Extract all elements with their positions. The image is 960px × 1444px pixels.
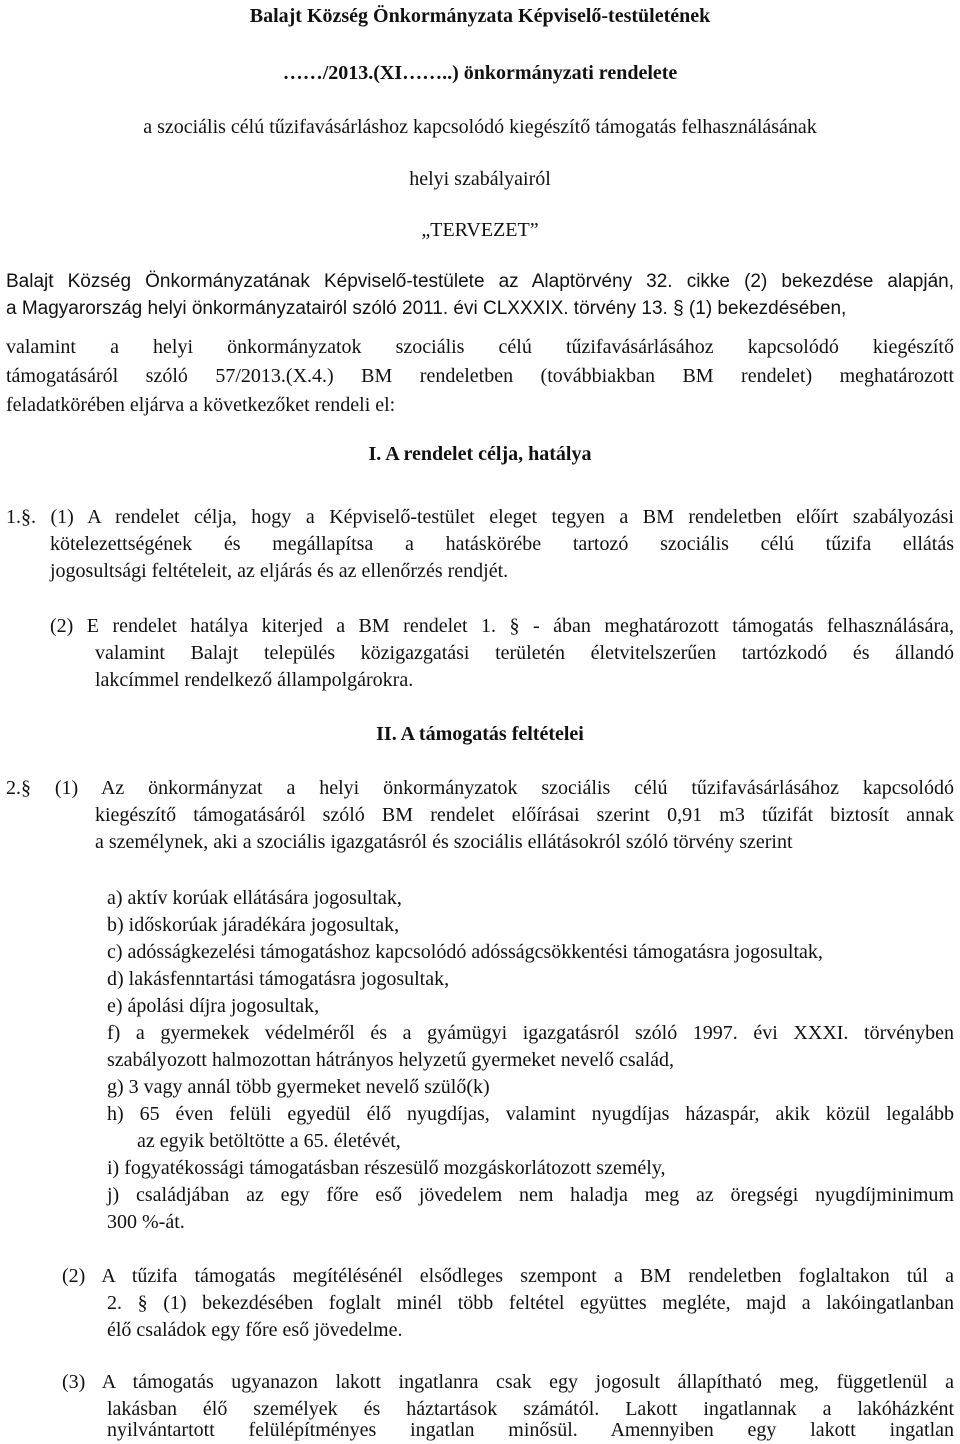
paragraph-line: élő családok egy főre eső jövedelme. [107, 1319, 403, 1341]
list-item: e) ápolási díjra jogosultak, [107, 995, 320, 1017]
preamble-line: Balajt Község Önkormányzatának Képviselő-testülete az Alaptörvény 32. cikke (2) bekezdése alapján, [6, 271, 954, 292]
list-item: g) 3 vagy annál több gyermeket nevelő szülő(k) [107, 1076, 490, 1098]
paragraph-line: lakásban élő személyek és háztartások számától. Lakott ingatlannak a lakóházként [107, 1398, 954, 1420]
list-item: az egyik betöltötte a 65. életévét, [137, 1130, 401, 1152]
decree-subject-cont: helyi szabályairól [409, 168, 551, 190]
paragraph-line: kötelezettségének és megállapítsa a hatáskörébe tartozó szociális célú tűzifa ellátás [50, 533, 954, 555]
decree-subject: a szociális célú tűzifavásárláshoz kapcsolódó kiegészítő támogatás felhasználásának [143, 116, 817, 138]
list-item: d) lakásfenntartási támogatásra jogosultak, [107, 968, 450, 990]
paragraph-line: (2) A tűzifa támogatás megítélésénél elsődleges szempont a BM rendeletben foglaltakon túl a [62, 1265, 954, 1287]
draft-label: „TERVEZET” [421, 219, 539, 241]
paragraph-line: valamint Balajt település közigazgatási területén életvitelszerűen tartózkodó és állandó [95, 642, 954, 664]
paragraph-line: nyilvántartott felülépítményes ingatlan minősül. Amennyiben egy lakott ingatlan [107, 1419, 954, 1441]
list-item: i) fogyatékossági támogatásban részesülő mozgáskorlátozott személy, [107, 1157, 666, 1179]
paragraph-line: (2) E rendelet hatálya kiterjed a BM rendelet 1. § - ában meghatározott támogatás felhasználására, [50, 615, 954, 637]
paragraph-line: lakcímmel rendelkező állampolgárokra. [95, 669, 414, 691]
list-item: c) adósságkezelési támogatáshoz kapcsolódó adósságcsökkentési támogatásra jogosultak, [107, 941, 823, 963]
section-title: I. A rendelet célja, hatálya [368, 443, 592, 465]
list-item: f) a gyermekek védelméről és a gyámügyi igazgatásról szóló 1997. évi XXXI. törvényben [107, 1022, 954, 1044]
paragraph-line: kiegészítő támogatásáról szóló BM rendelet előírásai szerint 0,91 m3 tűzifát biztosít annak [95, 804, 954, 826]
paragraph-line: a személynek, aki a szociális igazgatásról és szociális ellátásokról szóló törvény szerint [95, 831, 793, 853]
paragraph-line: 1.§. (1) A rendelet célja, hogy a Képviselő-testület eleget tegyen a BM rendeletben előírt szabályozási [6, 506, 954, 528]
section-title: II. A támogatás feltételei [376, 723, 584, 745]
paragraph-line: jogosultsági feltételeit, az eljárás és az ellenőrzés rendjét. [50, 560, 509, 582]
preamble-line: a Magyarország helyi önkormányzatairól szóló 2011. évi CLXXXIX. törvény 13. § (1) bekezdésében, [6, 298, 847, 319]
preamble-line: feladatkörében eljárva a következőket rendeli el: [6, 394, 396, 416]
paragraph-line: 2.§ (1) Az önkormányzat a helyi önkormányzatok szociális célú tűzifavásárlásához kapcsolódó [6, 777, 954, 799]
document-title: Balajt Község Önkormányzata Képviselő-testületének [249, 5, 711, 27]
decree-number: ……/2013.(XI……..) önkormányzati rendelete [282, 62, 678, 84]
paragraph-line: 2. § (1) bekezdésében foglalt minél több feltétel együttes megléte, majd a lakóingatlanban [107, 1292, 954, 1314]
paragraph-line: (3) A támogatás ugyanazon lakott ingatlanra csak egy jogosult állapítható meg, függetlenül a [62, 1371, 954, 1393]
preamble-line: valamint a helyi önkormányzatok szociális célú tűzifavásárlásához kapcsolódó kiegészítő [6, 336, 954, 358]
list-item: b) időskorúak járadékára jogosultak, [107, 914, 400, 936]
list-item: a) aktív korúak ellátására jogosultak, [107, 887, 402, 909]
list-item: h) 65 éven felüli egyedül élő nyugdíjas, valamint nyugdíjas házaspár, akik közül legalább [107, 1103, 954, 1125]
list-item: szabályozott halmozottan hátrányos helyzetű gyermeket nevelő család, [107, 1049, 675, 1071]
list-item: j) családjában az egy főre eső jövedelem nem haladja meg az öregségi nyugdíjminimum [107, 1184, 954, 1206]
preamble-line: támogatásáról szóló 57/2013.(X.4.) BM rendeletben (továbbiakban BM rendelet) meghatározott [6, 365, 954, 387]
list-item: 300 %-át. [107, 1211, 185, 1233]
